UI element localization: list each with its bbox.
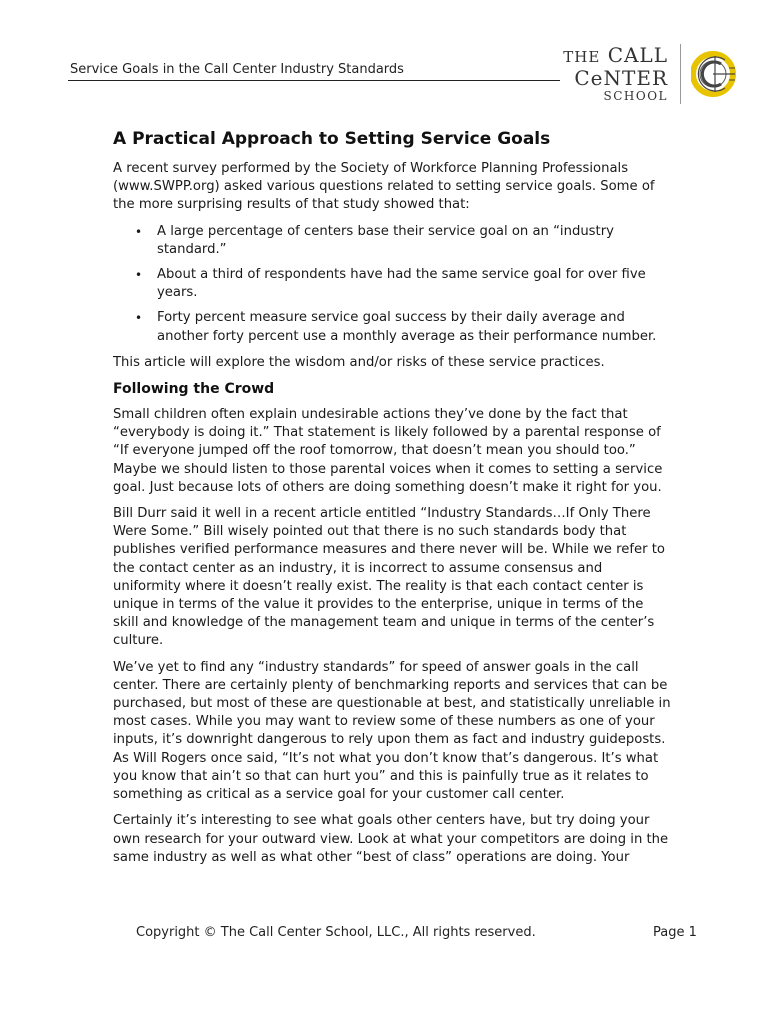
- logo-word-center: CeNTER: [574, 66, 668, 90]
- company-logo: [548, 44, 743, 108]
- body-paragraph: We’ve yet to find any “industry standards” for speed of answer goals in the call center. There are certainly plenty of benchmarking reports and services that can be purchased, but most of these are questionable at best, and statistically unreliable in most cases. While you may want to review some of these numbers as one of your inputs, it’s downright dangerous to rely upon them as fact and industry guideposts. As Will Rogers once said, “It’s not what you don’t know that’s dangerous. It’s what you know that ain’t so that can hurt you” and this is painfully true as it relates to something as critical as a service goal for your customer call center.: [113, 659, 671, 803]
- explore-paragraph: This article will explore the wisdom and/or risks of these service practices.: [113, 354, 605, 370]
- section-heading: Following the Crowd: [113, 381, 275, 398]
- survey-results-list: [113, 223, 673, 346]
- logo-divider: [680, 44, 681, 104]
- body-paragraph: Small children often explain undesirable actions they’ve done by the fact that “everybody is doing it.” That statement is likely followed by a parental response of “If everyone jumped off the roof tomorrow, that doesn’t mean you should too.” Maybe we should listen to those parental voices when it comes to setting a service goal. Just because lots of others are doing something doesn’t make it right for you.: [113, 407, 663, 495]
- copyright-notice: Copyright © The Call Center School, LLC., All rights reserved.: [136, 925, 536, 940]
- bullet-icon: •: [135, 268, 143, 283]
- logo-word-call: CALL: [607, 43, 668, 67]
- bullet-icon: •: [135, 311, 143, 326]
- logo-word-school: SCHOOL: [603, 89, 668, 103]
- intro-paragraph: A recent survey performed by the Society of Workforce Planning Professionals (www.SWPP.org) asked various questions related to setting service goals. Some of the more surprising results of that study showed that:: [113, 161, 655, 213]
- bullet-icon: •: [135, 224, 143, 239]
- list-item: • About a third of respondents have had the same service goal for over five years.: [135, 267, 646, 301]
- logo-wordmark: [548, 44, 668, 103]
- header-rule: [68, 80, 560, 81]
- list-item: • Forty percent measure service goal success by their daily average and another forty percent use a monthly average as their performance number.: [135, 310, 657, 344]
- body-paragraph: Certainly it’s interesting to see what goals other centers have, but try doing your own research for your outward view. Look at what your competitors are doing in the same industry as well as what other “best of class” operations are doing. Your: [113, 813, 669, 865]
- list-item: • A large percentage of centers base their service goal on an “industry standard.”: [135, 223, 614, 257]
- call-center-school-emblem-icon: [691, 46, 741, 102]
- document-header-title: Service Goals in the Call Center Industry Standards: [70, 62, 404, 77]
- article-body: [113, 128, 673, 875]
- article-title: A Practical Approach to Setting Service Goals: [113, 129, 551, 149]
- logo-word-the: THE: [563, 48, 601, 66]
- page-number: Page 1: [653, 925, 697, 940]
- body-paragraph: Bill Durr said it well in a recent article entitled “Industry Standards…If Only There Were Some.” Bill wisely pointed out that there is no such standards body that publishes verified performance measures and there never will be. While we refer to the contact center as an industry, it is incorrect to assume consensus and uniformity where it doesn’t really exist. The reality is that each contact center is unique in terms of the value it provides to the enterprise, unique in terms of the skill and knowledge of the management team and unique in terms of the center’s culture.: [113, 506, 665, 649]
